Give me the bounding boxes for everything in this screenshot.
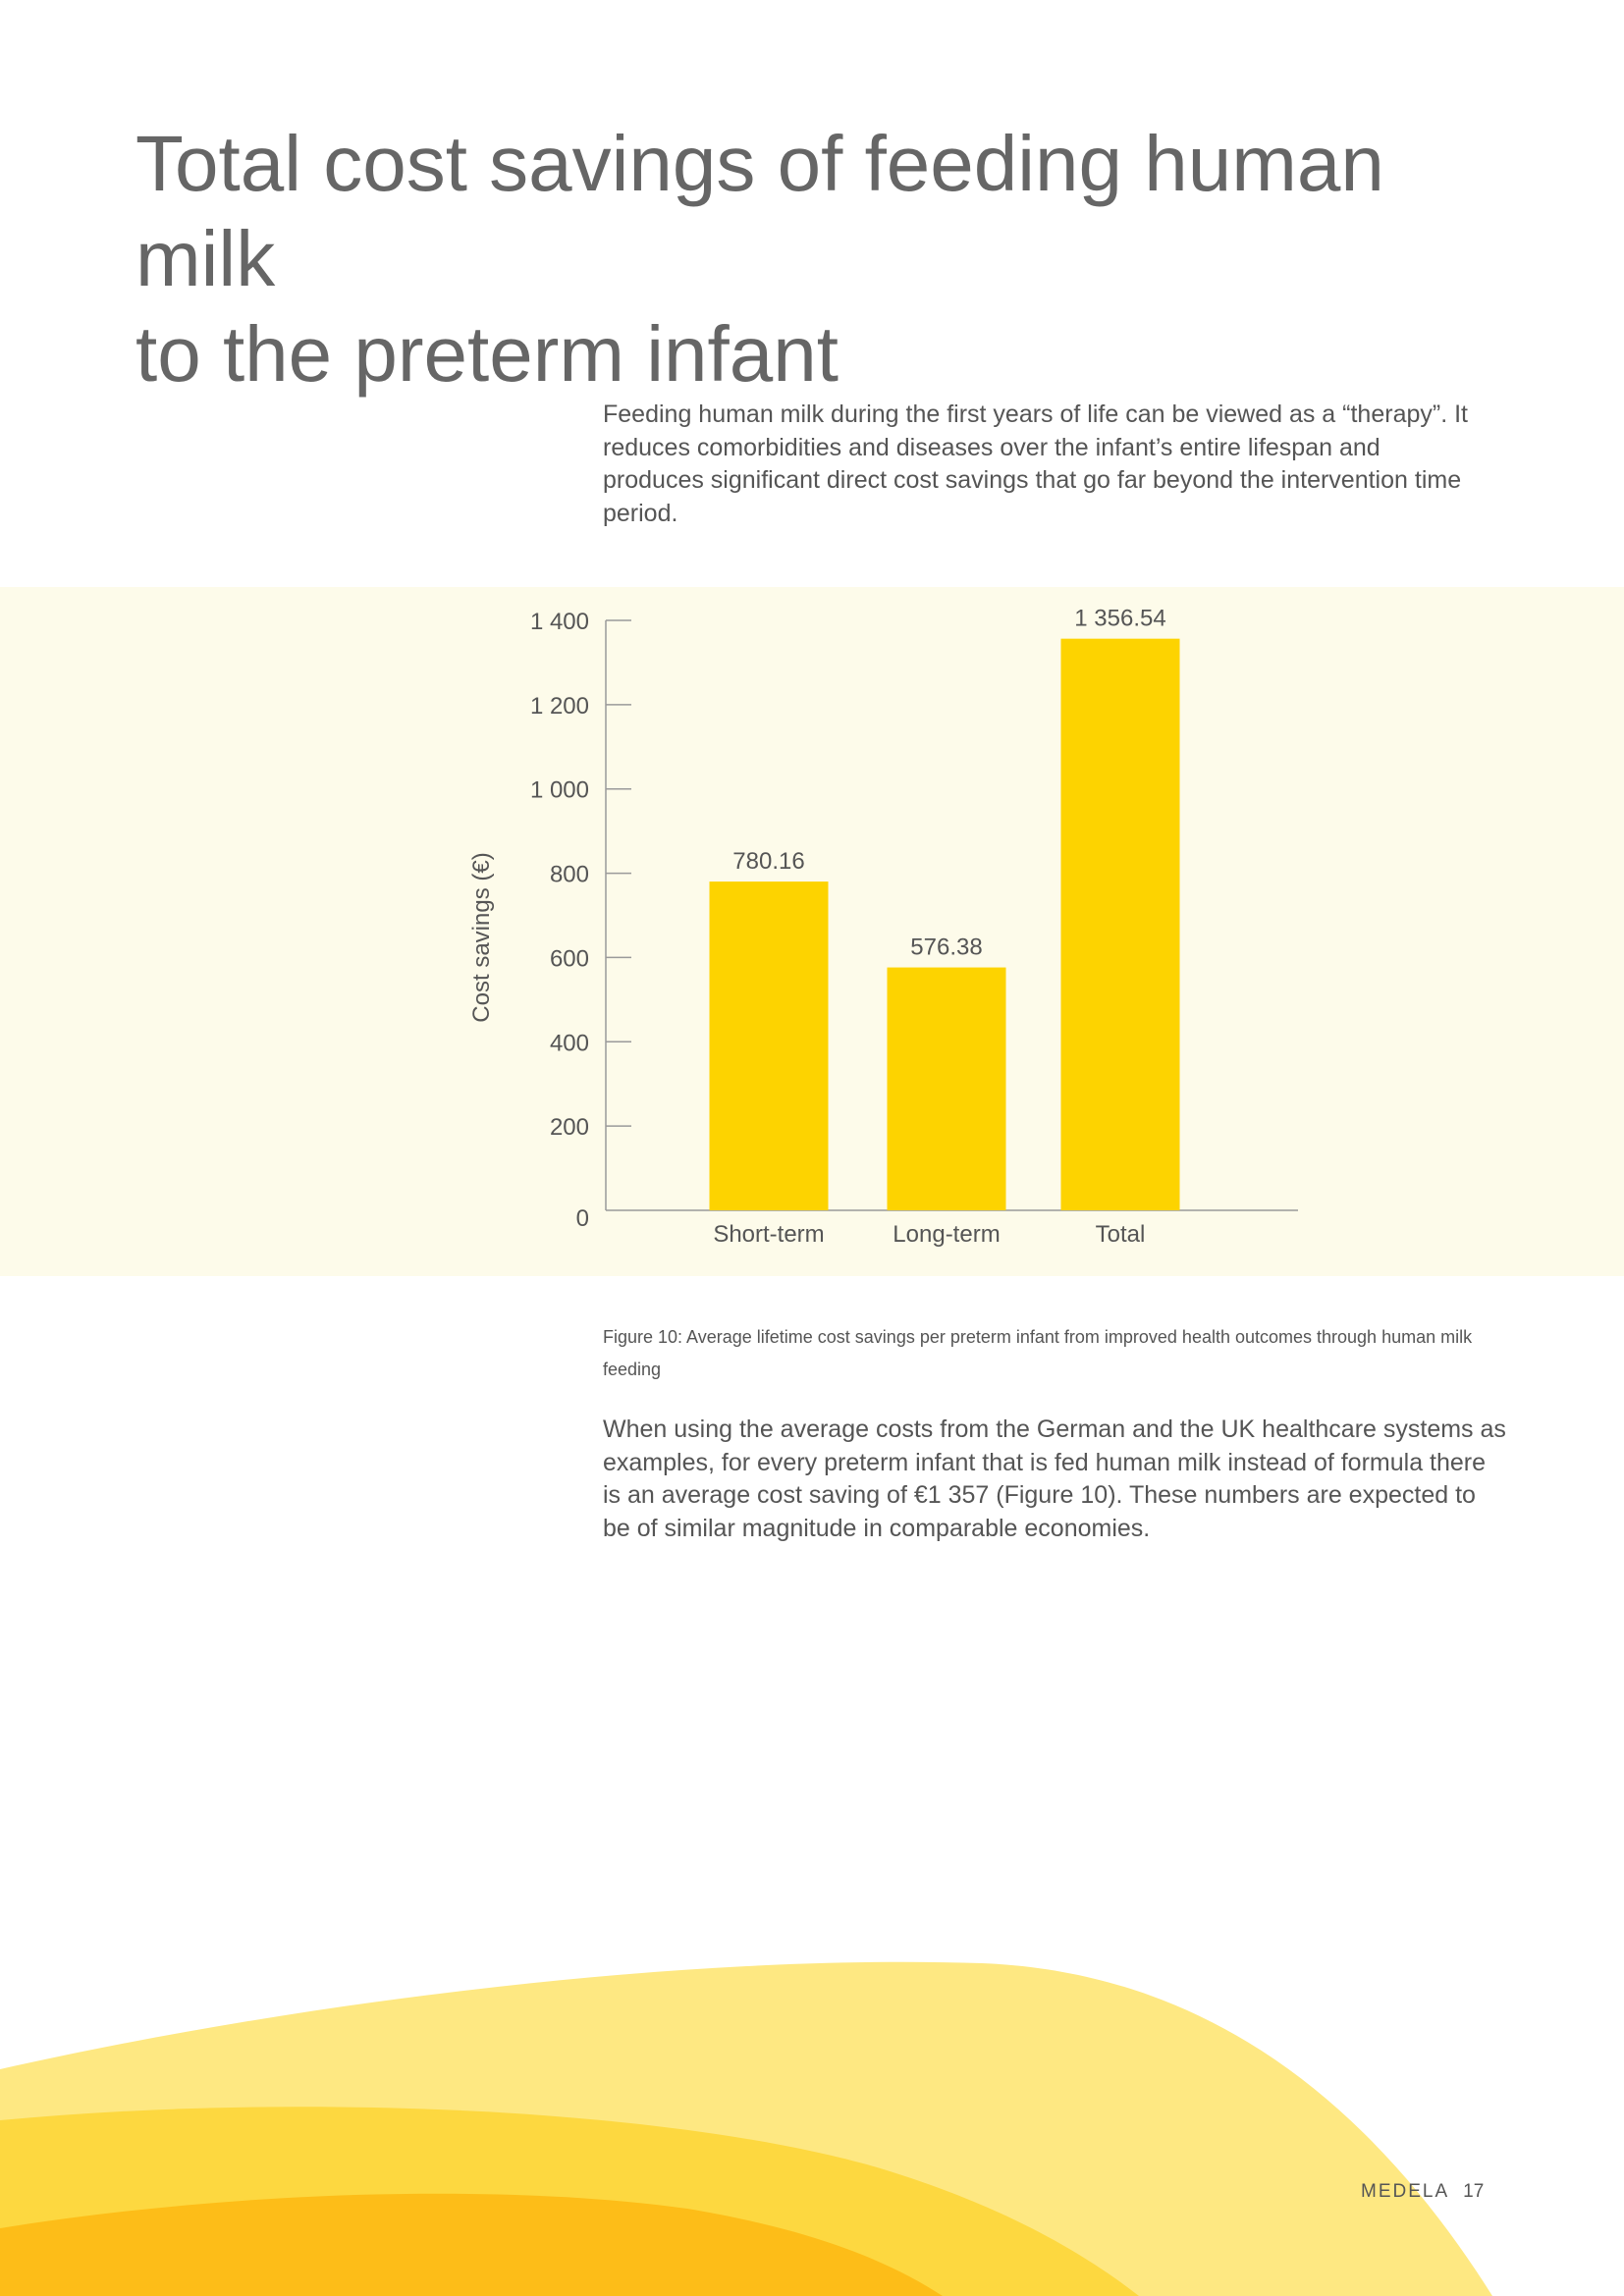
y-tick-label: 1 000 xyxy=(529,776,589,804)
page-title-line-1: Total cost savings of feeding human milk xyxy=(135,120,1384,302)
y-tick-label: 800 xyxy=(549,861,589,888)
y-tick-label: 1 200 xyxy=(529,692,589,720)
page-number: 17 xyxy=(1463,2181,1485,2202)
bar-total xyxy=(1061,639,1180,1210)
bar-data-label: 780.16 xyxy=(732,848,805,876)
page-footer xyxy=(1361,2181,1484,2203)
y-tick-label: 200 xyxy=(549,1114,589,1142)
x-category-label: Total xyxy=(1095,1221,1146,1248)
decorative-waves xyxy=(0,1944,1624,2296)
figure-caption: Figure 10: Average lifetime cost savings per preterm infant from improved health outcomes through human milk feeding xyxy=(603,1327,1473,1379)
y-tick-label: 0 xyxy=(575,1205,589,1232)
x-category-label: Long-term xyxy=(893,1221,1001,1248)
y-axis-label: Cost savings (€) xyxy=(468,852,495,1023)
x-category-label: Short-term xyxy=(713,1221,825,1248)
y-tick-label: 1 400 xyxy=(529,609,589,635)
y-tick-label: 400 xyxy=(549,1030,589,1057)
bar-long-term xyxy=(888,968,1006,1210)
bar-short-term xyxy=(710,881,829,1210)
bar-data-label: 576.38 xyxy=(910,934,983,961)
intro-paragraph: Feeding human milk during the first years of life can be viewed as a “therapy”. It reduces comorbidities and diseases over the infant’s entire lifespan and produces significant direct cost savings that go far beyond the intervention time period. xyxy=(603,400,1468,527)
body-paragraph: When using the average costs from the German and the UK healthcare systems as examples, for every preterm infant that is fed human milk instead of formula there is an average cost saving of €1 357 (Figure 10). These numbers are expected to be of similar magnitude in comparable economies. xyxy=(603,1415,1506,1542)
bar-data-label: 1 356.54 xyxy=(1074,605,1166,632)
footer-brand: MEDELA xyxy=(1361,2181,1450,2202)
page-title-line-2: to the preterm infant xyxy=(135,310,839,398)
y-tick-label: 600 xyxy=(549,945,589,973)
